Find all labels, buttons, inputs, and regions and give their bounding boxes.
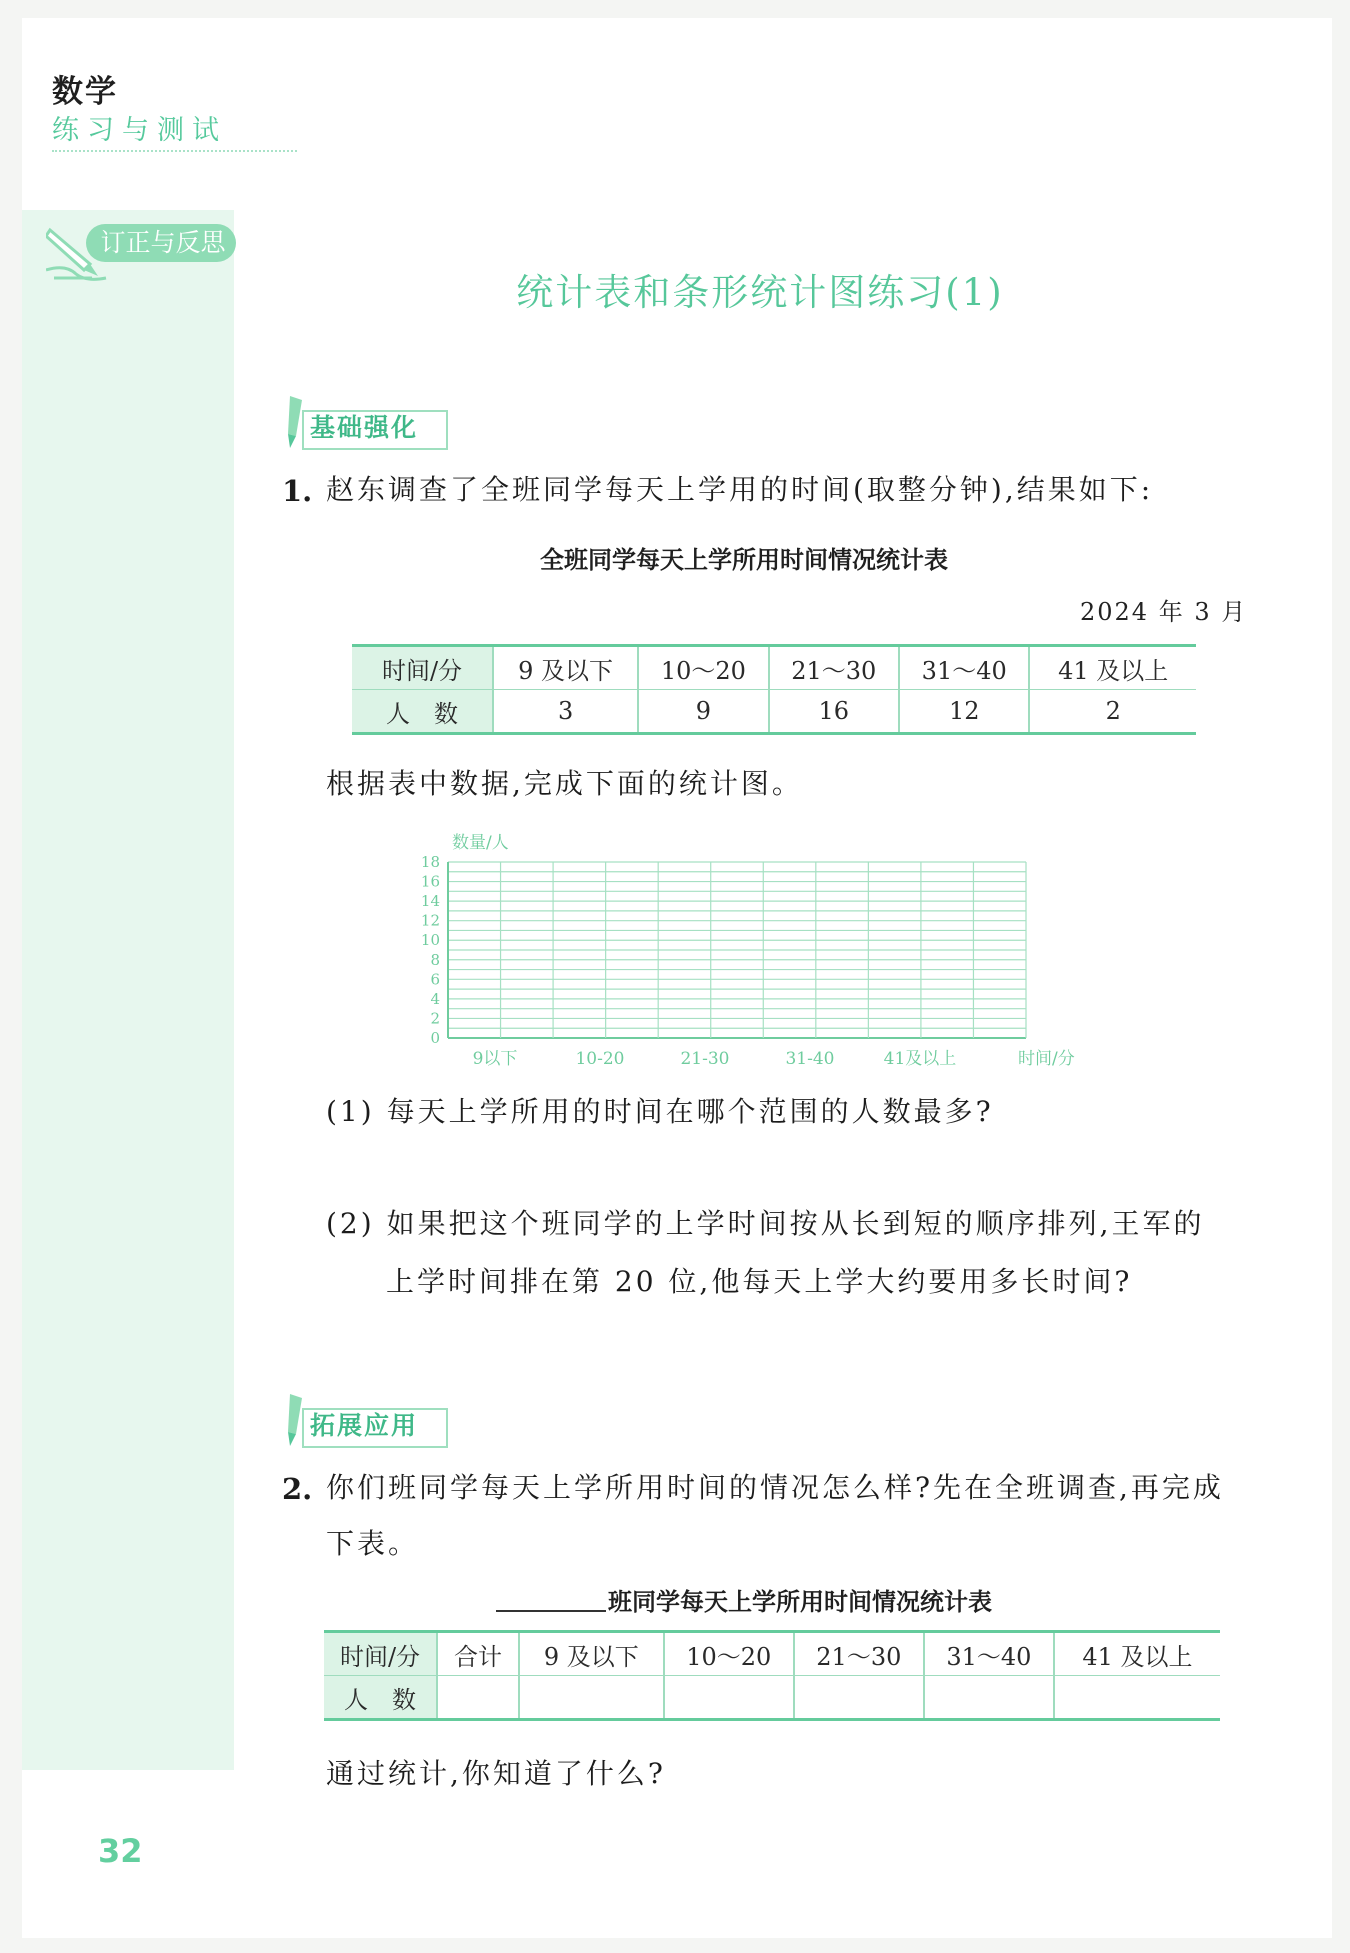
sub-question-1: (1) 每天上学所用的时间在哪个范围的人数最多? [326, 1095, 994, 1128]
column-header: 31～40 [899, 646, 1029, 690]
row-header-time: 时间/分 [324, 1632, 437, 1676]
y-tick-label: 16 [420, 872, 440, 891]
correction-sidebar [22, 210, 234, 1770]
y-tick-label: 8 [430, 950, 440, 969]
x-tick-label: 41及以上 [883, 1049, 957, 1069]
y-tick-label: 2 [430, 1009, 440, 1028]
blank-cell[interactable] [664, 1676, 794, 1720]
question-text-cont: 下表。 [326, 1527, 420, 1560]
row-header-count: 人 数 [352, 690, 493, 734]
y-axis-label: 数量/人 [452, 833, 509, 853]
class-name-blank[interactable] [496, 1610, 606, 1612]
y-tick-label: 10 [420, 931, 440, 950]
row-header-time: 时间/分 [352, 646, 493, 690]
y-tick-label: 18 [420, 853, 440, 871]
series-divider [52, 150, 297, 152]
blank-cell[interactable] [794, 1676, 924, 1720]
x-axis-label: 时间/分 [1018, 1049, 1075, 1069]
instruction-text: 根据表中数据,完成下面的统计图。 [326, 767, 803, 800]
column-header: 10～20 [664, 1632, 794, 1676]
table-cell: 2 [1029, 690, 1196, 734]
column-header: 41 及以上 [1054, 1632, 1220, 1676]
section-tag-label: 拓展应用 [310, 1411, 419, 1440]
y-tick-label: 14 [420, 892, 440, 911]
x-tick-label: 21-30 [680, 1049, 730, 1069]
section-tag-label: 基础强化 [310, 413, 419, 442]
column-header: 9 及以下 [493, 646, 638, 690]
question-text: 你们班同学每天上学所用时间的情况怎么样?先在全班调查,再完成 [326, 1471, 1224, 1504]
bar-chart-grid [400, 828, 1120, 1078]
column-header: 9 及以下 [519, 1632, 664, 1676]
sub-question-2: (2) 如果把这个班同学的上学时间按从长到短的顺序排列,王军的 [326, 1207, 1205, 1240]
x-tick-label: 10-20 [575, 1049, 625, 1069]
column-header: 10～20 [638, 646, 768, 690]
blank-cell[interactable] [437, 1676, 519, 1720]
section-tag-extend [280, 1404, 460, 1444]
series-title: 练习与测试 [52, 115, 227, 146]
x-tick-label: 9以下 [472, 1049, 518, 1069]
final-question: 通过统计,你知道了什么? [326, 1757, 666, 1790]
column-header: 41 及以上 [1029, 646, 1196, 690]
table-cell: 16 [769, 690, 899, 734]
y-tick-label: 12 [420, 911, 440, 930]
question-number: 1. [282, 474, 313, 508]
subject-title: 数学 [52, 74, 118, 110]
badge-label: 订正与反思 [100, 228, 226, 257]
question-number: 2. [282, 1472, 313, 1506]
column-header: 21～30 [794, 1632, 924, 1676]
correction-badge [46, 220, 236, 266]
question-text: 赵东调查了全班同学每天上学用的时间(取整分钟),结果如下: [326, 473, 1154, 506]
table-date: 2024 年 3 月 [1080, 598, 1248, 626]
blank-cell[interactable] [519, 1676, 664, 1720]
table-cell: 9 [638, 690, 768, 734]
y-tick-label: 4 [430, 989, 440, 1008]
column-header: 31～40 [924, 1632, 1054, 1676]
column-header: 21～30 [769, 646, 899, 690]
row-header-count: 人 数 [324, 1676, 437, 1720]
table-cell: 3 [493, 690, 638, 734]
sub-question-2-cont: 上学时间排在第 20 位,他每天上学大约要用多长时间? [386, 1265, 1133, 1298]
blank-cell[interactable] [924, 1676, 1054, 1720]
y-tick-label: 6 [430, 970, 440, 989]
table-caption: 全班同学每天上学所用时间情况统计表 [540, 546, 948, 574]
stat-table-1 [352, 644, 1196, 735]
y-tick-label: 0 [430, 1029, 440, 1047]
stat-table-2 [324, 1630, 1220, 1721]
page-number: 32 [98, 1832, 143, 1870]
column-header: 合计 [437, 1632, 519, 1676]
page-title: 统计表和条形统计图练习(1) [516, 271, 1004, 314]
table-cell: 12 [899, 690, 1029, 734]
table-caption: 班同学每天上学所用时间情况统计表 [608, 1588, 992, 1616]
x-tick-label: 31-40 [785, 1049, 835, 1069]
blank-cell[interactable] [1054, 1676, 1220, 1720]
section-tag-basic [280, 406, 460, 446]
